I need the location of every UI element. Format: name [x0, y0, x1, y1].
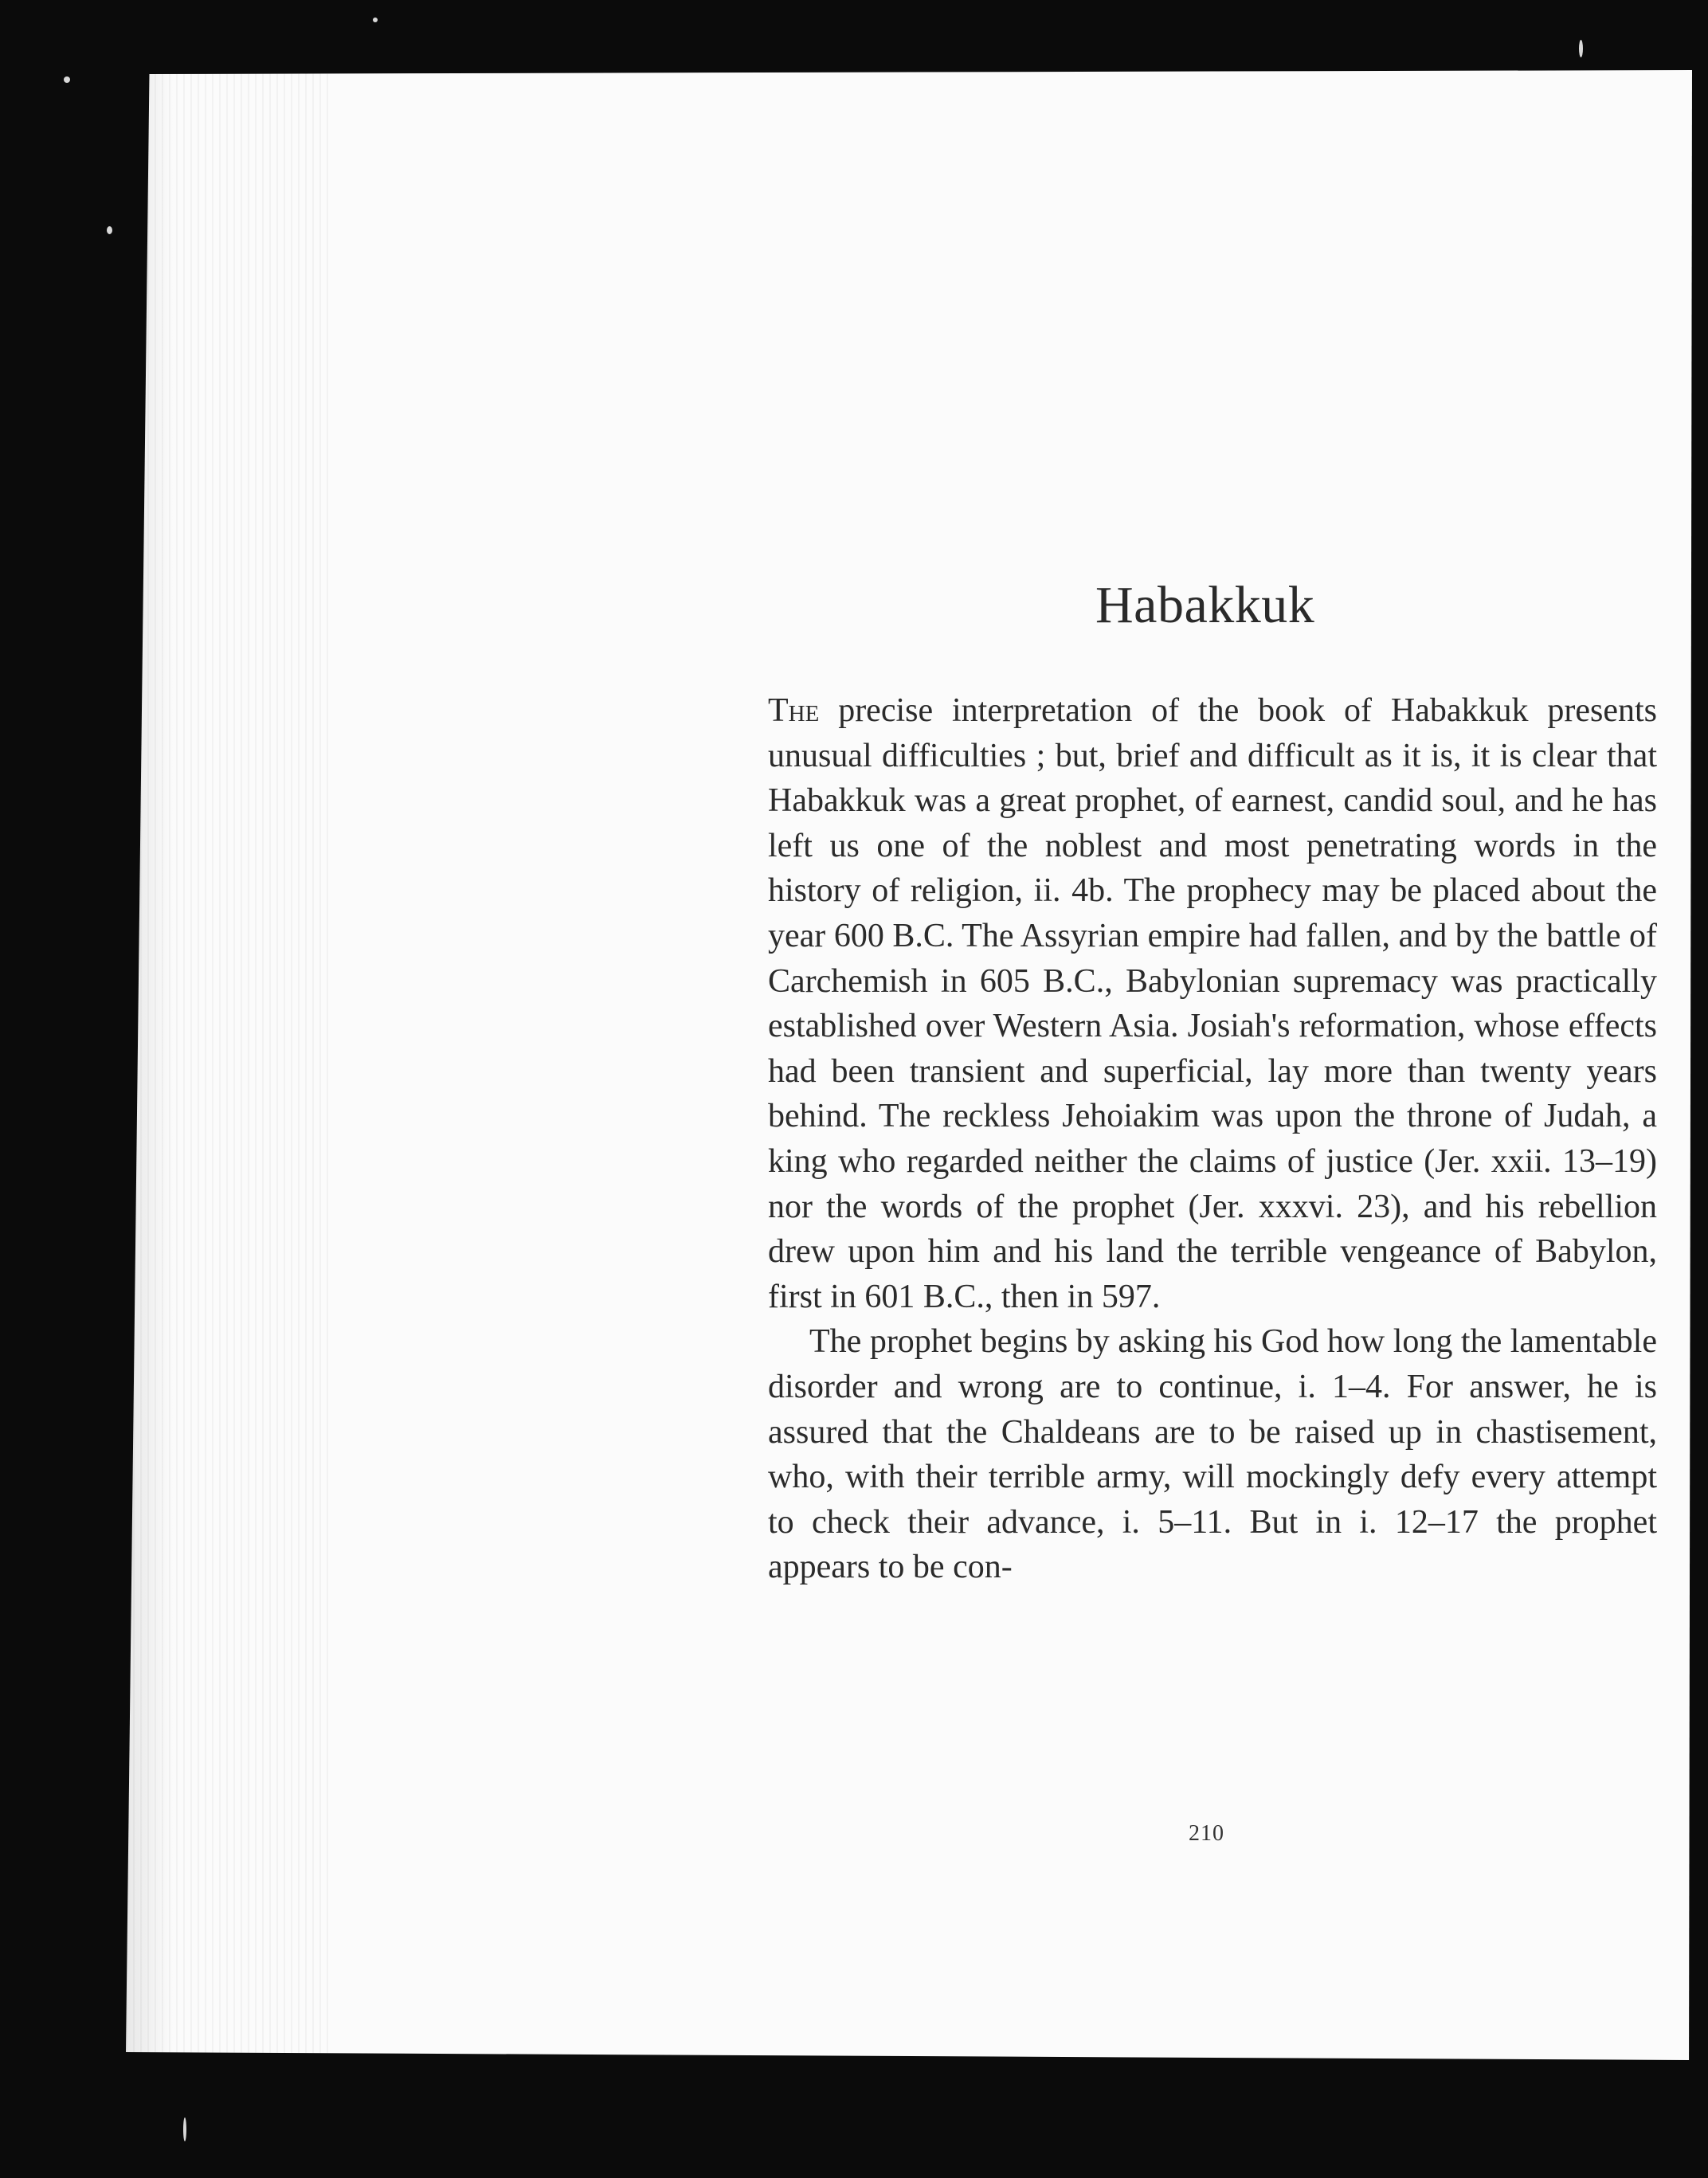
dust-speck	[373, 18, 378, 22]
paragraph-1-text: precise interpretation of the book of Habakkuk presents unusual difficulties ; but, brief and difficult as it is, it is clear that Habakkuk was a great prophet, of earnest, candid soul, and he has left us one of the noblest and most penetrating words in the history of religion, ii. 4b. The prophecy may be placed about the year 600 B.C. The Assyrian empire had fallen, and by the battle of Carchemish in 605 B.C., Babylonian supremacy was practically established over Western Asia. Josiah's reformation, whose effects had been transient and superficial, lay more than twenty years behind. The reckless Jehoiakim was upon the throne of Judah, a king who regarded neither the claims of justice (Jer. xxii. 13–19) nor the words of the prophet (Jer. xxxvi. 23), and his rebellion drew upon him and his land the terrible vengeance of Babylon, first in 601 B.C., then in 597.	[768, 692, 1657, 1315]
body-text	[768, 688, 1657, 1590]
page-edge-shadow	[126, 70, 333, 2060]
dust-speck	[64, 76, 70, 83]
page-number: 210	[1189, 1821, 1224, 1846]
paragraph-1	[768, 688, 1657, 1319]
paragraph-lead-word: The	[768, 692, 820, 729]
dust-speck	[107, 226, 112, 234]
dust-speck	[1579, 40, 1583, 57]
chapter-title: Habakkuk	[1095, 576, 1315, 634]
dust-speck	[183, 2117, 186, 2141]
paragraph-2: The prophet begins by asking his God how long the lamentable disorder and wrong are to continue, i. 1–4. For answer, he is assured that the Chaldeans are to be raised up in chastisement, who, with their terrible army, will mockingly defy every attempt to check their advance, i. 5–11. But in i. 12–17 the prophet appears to be con-	[768, 1323, 1657, 1586]
